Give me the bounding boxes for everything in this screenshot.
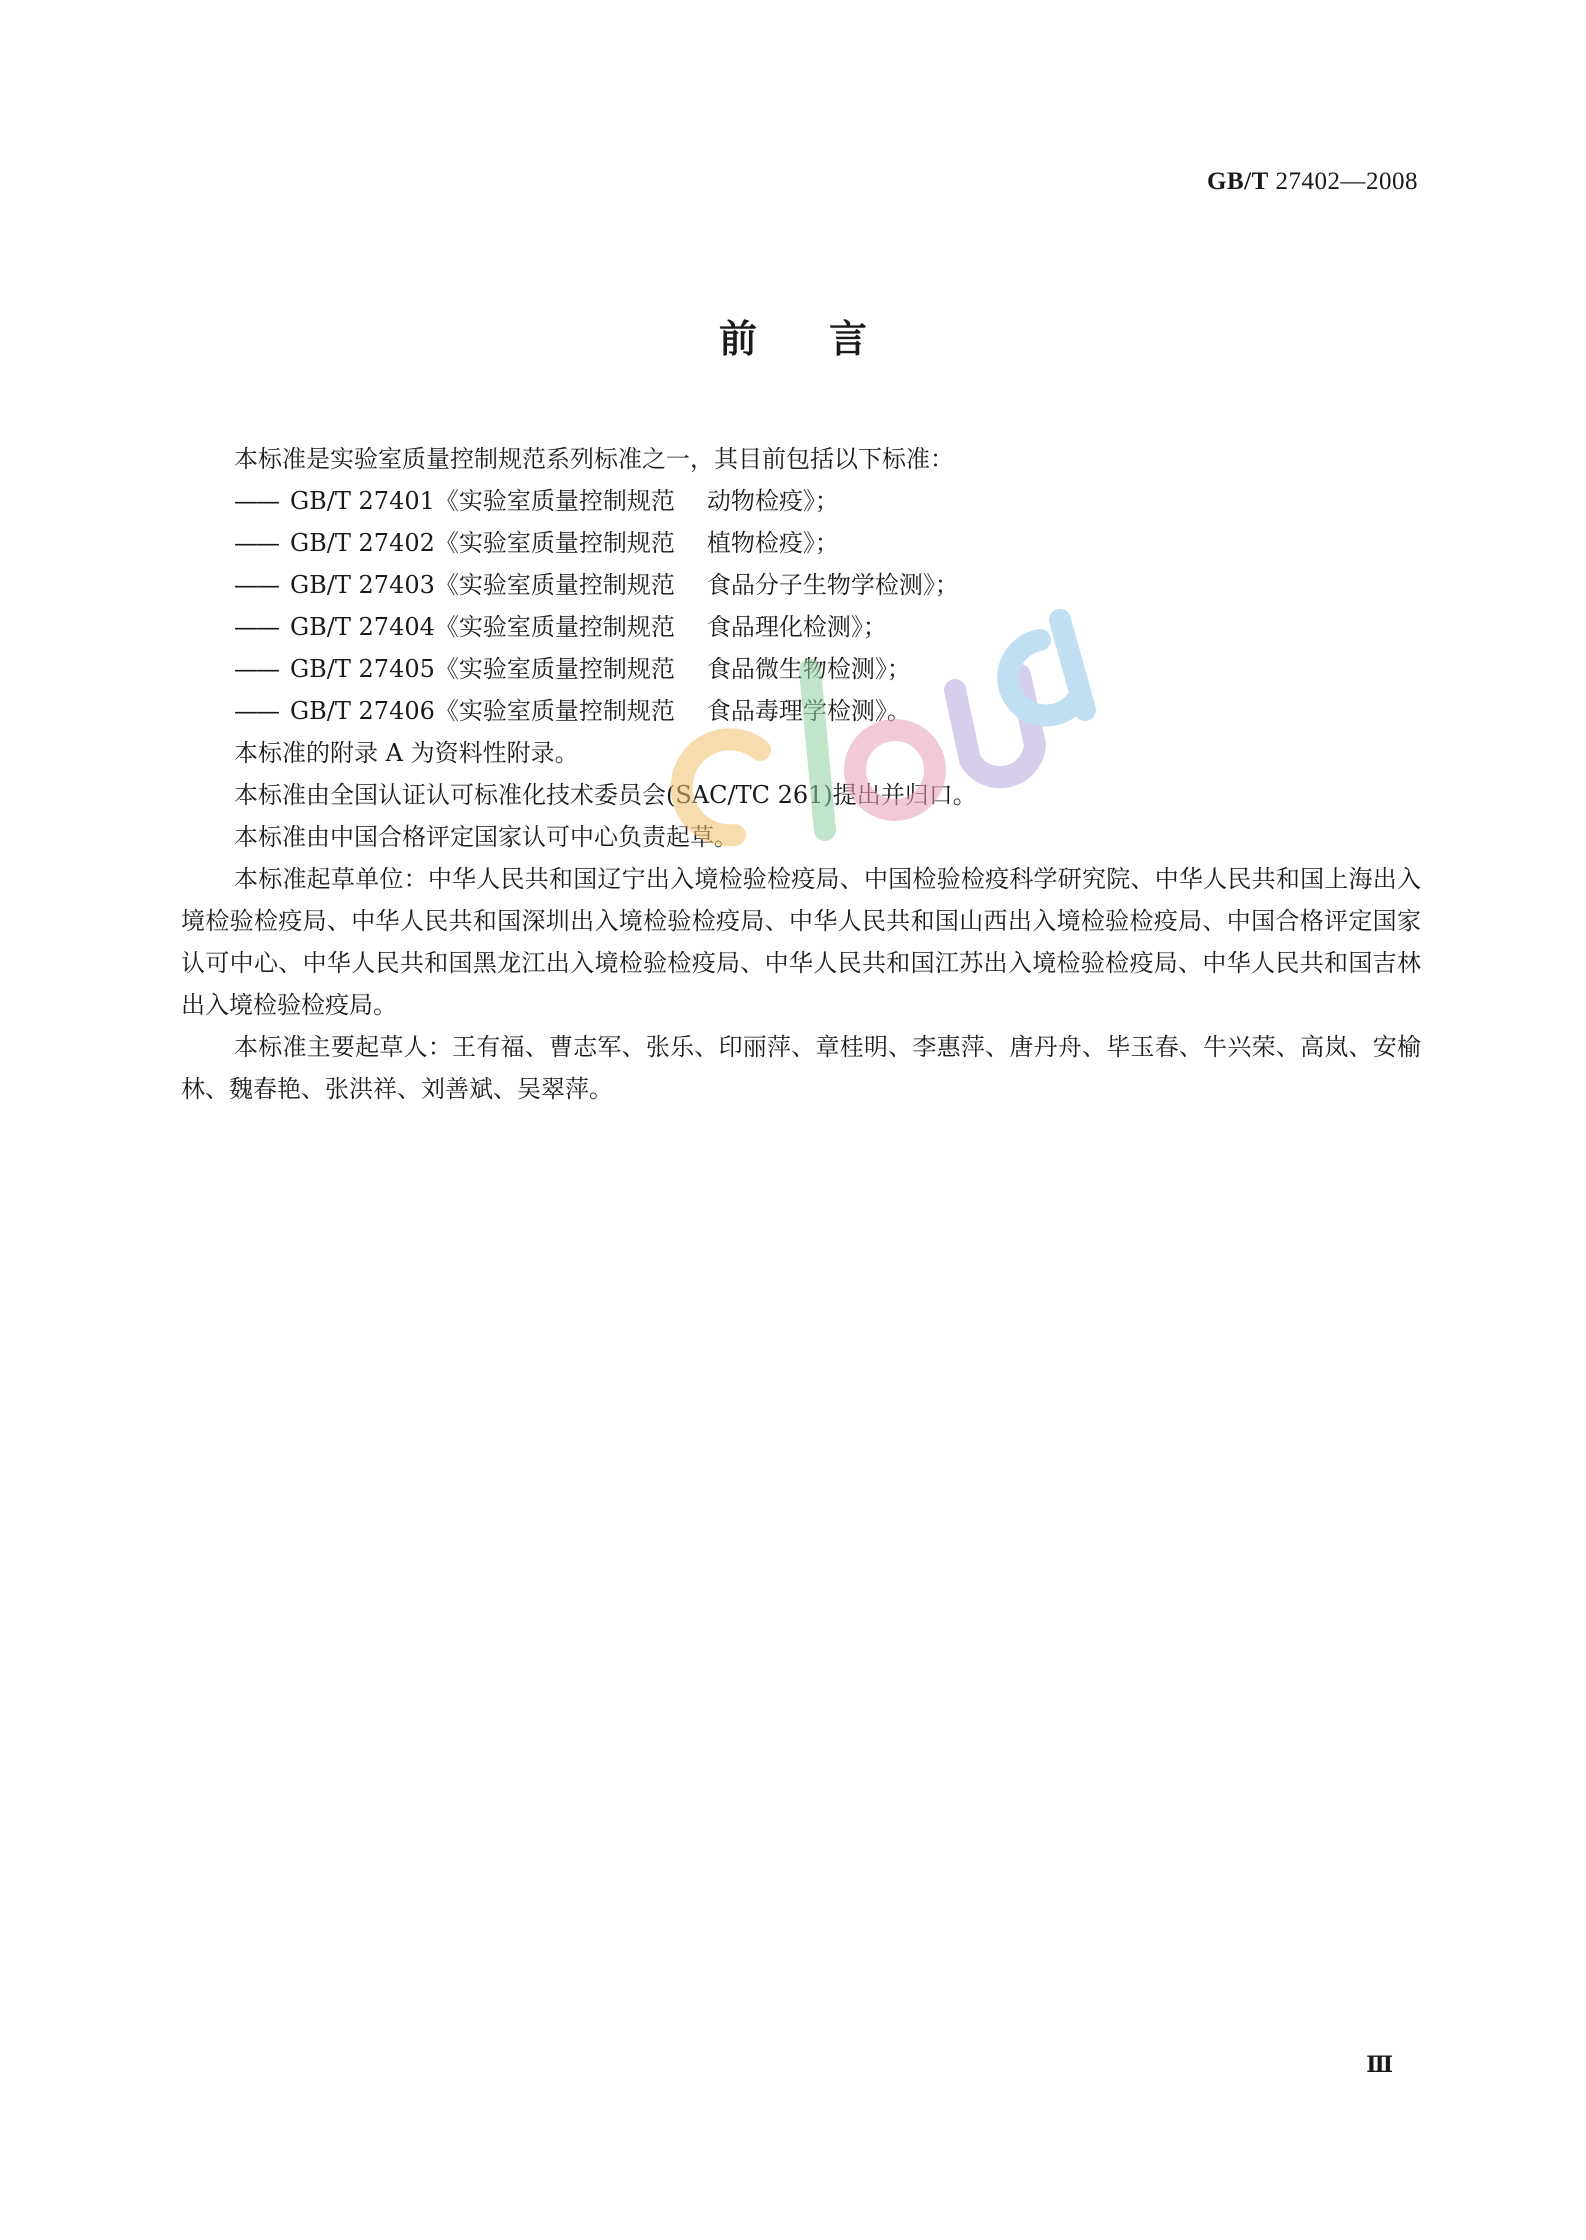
- series-item: —— GB/T 27401《实验室质量控制规范 动物检疫》；: [234, 487, 839, 515]
- series-item: —— GB/T 27403《实验室质量控制规范 食品分子生物学检测》；: [234, 571, 959, 599]
- drafters-paragraph: 本标准主要起草人：王有福、曹志军、张乐、印丽萍、章桂明、李惠萍、唐丹舟、毕玉春、牛兴荣、高岚、安榆林、魏春艳、张洪祥、刘善斌、吴翠萍。: [181, 1033, 1421, 1103]
- standard-prefix: GB/T: [1207, 168, 1269, 195]
- drafter-paragraph: 本标准由中国合格评定国家认可中心负责起草。: [234, 823, 738, 851]
- page-title: 前言: [718, 317, 939, 361]
- standard-number: 27402—2008: [1275, 168, 1418, 195]
- proposer-paragraph: 本标准由全国认证认可标准化技术委员会(SAC/TC 261)提出并归口。: [234, 781, 977, 809]
- foreword-body: [181, 438, 1421, 1110]
- annex-paragraph: 本标准的附录 A 为资料性附录。: [234, 739, 579, 767]
- standard-code: [1207, 168, 1418, 196]
- series-item: —— GB/T 27402《实验室质量控制规范 植物检疫》；: [234, 529, 839, 557]
- series-item: —— GB/T 27405《实验室质量控制规范 食品微生物检测》；: [234, 655, 911, 683]
- series-item: —— GB/T 27404《实验室质量控制规范 食品理化检测》；: [234, 613, 887, 641]
- drafting-units-paragraph: 本标准起草单位：中华人民共和国辽宁出入境检验检疫局、中国检验检疫科学研究院、中华人民共和国上海出入境检验检疫局、中华人民共和国深圳出入境检验检疫局、中华人民共和国山西出入境检验检疫局、中国合格评定国家认可中心、中华人民共和国黑龙江出入境检验检疫局、中华人民共和国江苏出入境检验检疫局、中华人民共和国吉林出入境检验检疫局。: [181, 865, 1421, 1019]
- intro-paragraph: 本标准是实验室质量控制规范系列标准之一，其目前包括以下标准：: [234, 445, 954, 473]
- page-number: Ⅲ: [1366, 2052, 1393, 2077]
- series-item: —— GB/T 27406《实验室质量控制规范 食品毒理学检测》。: [234, 697, 911, 725]
